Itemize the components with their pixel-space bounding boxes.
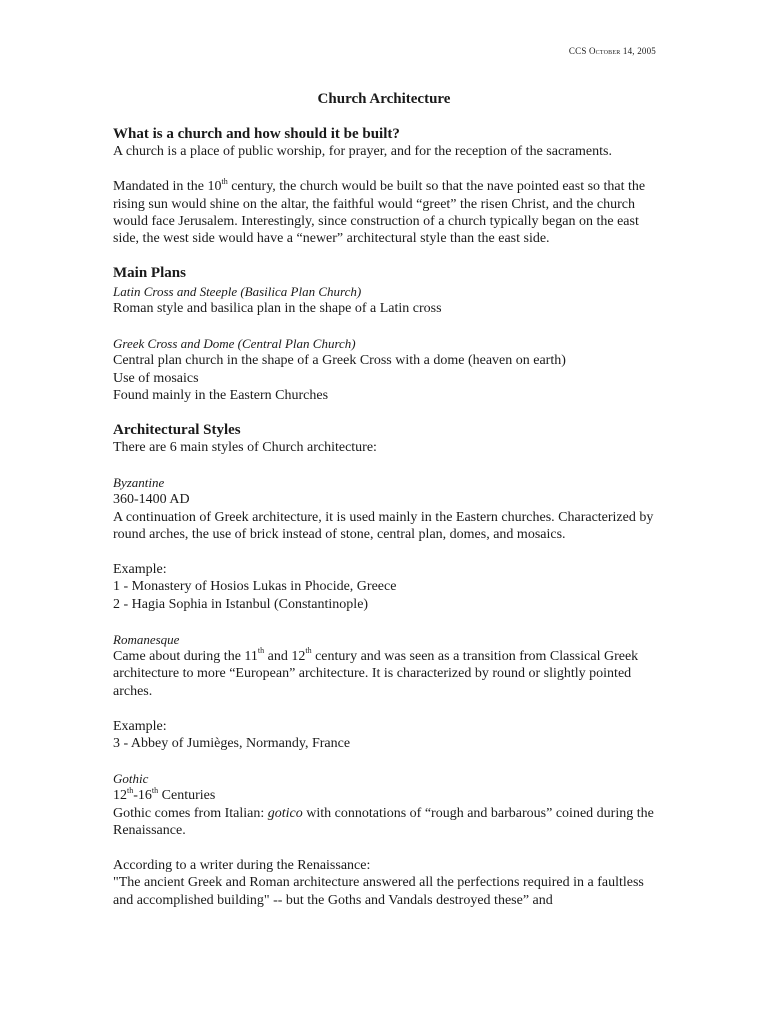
greek-plan-line2: Use of mosaics <box>113 370 199 386</box>
intro-orientation-paragraph <box>113 178 661 248</box>
byzantine-example-1: 1 - Monastery of Hosios Lukas in Phocide, Greece <box>113 579 397 595</box>
gothic-quote: "The ancient Greek and Roman architecture answered all the perfections required in a faultless and accomplished building" -- but the Goths and Vandals destroyed these” and <box>113 875 644 908</box>
latin-plan-title: Latin Cross and Steeple (Basilica Plan Church) <box>113 283 362 299</box>
gothic-word: gotico <box>267 805 303 821</box>
gothic-sup-2: th <box>151 785 159 795</box>
gothic-writer-intro: According to a writer during the Renaissance: <box>113 857 371 873</box>
styles-intro: There are 6 main styles of Church architecture: <box>113 440 377 456</box>
gothic-desc-b: with connotations of “rough and barbarous” coined during the Renaissance. <box>113 805 654 839</box>
byzantine-example-label: Example: <box>113 562 167 578</box>
styles-heading: Architectural Styles <box>113 421 241 438</box>
plans-heading: Main Plans <box>113 265 186 282</box>
romanesque-sup-2: th <box>305 646 312 656</box>
romanesque-example-label: Example: <box>113 718 167 734</box>
gothic-desc <box>113 805 661 840</box>
romanesque-sup-1: th <box>257 646 265 656</box>
gothic-sup-1: th <box>127 785 134 795</box>
byzantine-desc: A continuation of Greek architecture, it is used mainly in the Eastern churches. Characterized by round arches, the use of brick instead of stone, central plan, domes, and mosaics. <box>113 509 654 543</box>
latin-plan-desc: Roman style and basilica plan in the shape of a Latin cross <box>113 301 442 317</box>
greek-plan-line3: Found mainly in the Eastern Churches <box>113 388 329 404</box>
romanesque-text-b: and 12 <box>264 649 306 665</box>
intro-question: What is a church and how should it be built? <box>113 126 400 142</box>
intro-sup: th <box>221 176 228 186</box>
romanesque-text-a: Came about during the 11 <box>113 649 258 665</box>
greek-plan-line1: Central plan church in the shape of a Greek Cross with a dome (heaven on earth) <box>113 353 566 369</box>
gothic-dates-c: Centuries <box>158 788 216 804</box>
romanesque-name: Romanesque <box>113 631 180 647</box>
gothic-dates-a: 12 <box>113 788 127 804</box>
romanesque-desc <box>113 648 661 700</box>
romanesque-text-c: century and was seen as a transition from Classical Greek architecture to more “European” architecture. It is characterized by round or slightly pointed arches. <box>113 649 639 699</box>
byzantine-example-2: 2 - Hagia Sophia in Istanbul (Constantinople) <box>113 596 369 612</box>
header-meta: CCS October 14, 2005 <box>568 46 656 56</box>
greek-plan-title: Greek Cross and Dome (Central Plan Church) <box>113 335 356 351</box>
page-title: Church Architecture <box>317 91 451 107</box>
romanesque-example-3: 3 - Abbey of Jumièges, Normandy, France <box>113 736 351 752</box>
byzantine-dates: 360-1400 AD <box>113 492 190 508</box>
document-body <box>113 126 661 909</box>
gothic-name: Gothic <box>113 770 149 786</box>
intro-text-a: Mandated in the 10 <box>113 179 222 195</box>
intro-text-b: century, the church would be built so that the nave pointed east so that the rising sun would shine on the altar, the faithful would “greet” the risen Christ, and the church would face Jerusalem. Interestingly, since construction of a church typically began on the east side, the west side would have a “newer” architectural style than the east side. <box>113 179 646 247</box>
byzantine-name: Byzantine <box>113 475 165 491</box>
gothic-dates <box>113 787 661 804</box>
gothic-dates-b: -16 <box>133 788 152 804</box>
intro-definition: A church is a place of public worship, for prayer, and for the reception of the sacraments. <box>113 144 612 160</box>
gothic-desc-a: Gothic comes from Italian: <box>113 805 268 821</box>
